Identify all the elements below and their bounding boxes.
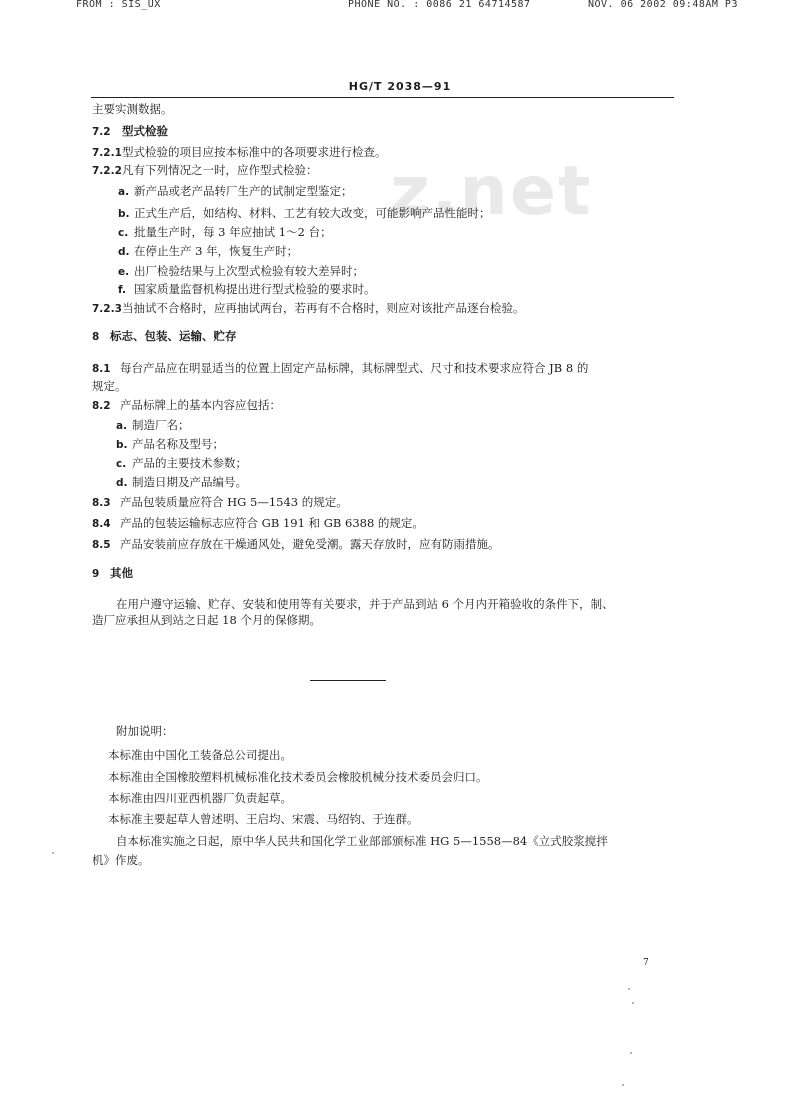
- clause: 8.3 产品包装质量应符合 HG 5—1543 的规定。: [92, 495, 348, 509]
- scan-speck: [622, 1084, 624, 1086]
- fax-phone: PHONE NO. : 0086 21 64714587: [348, 0, 531, 10]
- clause: 8.4 产品的包装运输标志应符合 GB 191 和 GB 6388 的规定。: [92, 516, 424, 530]
- clause: 7.2.1型式检验的项目应按本标准中的各项要求进行检查。: [92, 145, 387, 159]
- list-item: a. 制造厂名；: [116, 418, 190, 432]
- list-item: d. 在停止生产 3 年，恢复生产时；: [118, 244, 299, 258]
- clause: 8.5 产品安装前应存放在干燥通风处，避免受潮。露天存放时，应有防雨措施。: [92, 537, 500, 551]
- fax-from: FROM : SIS_UX: [76, 0, 161, 10]
- list-item: a. 新产品或老产品转厂生产的试制定型鉴定；: [118, 184, 353, 198]
- fax-header: [0, 0, 800, 12]
- section-heading: 8 标志、包装、运输、贮存: [92, 329, 237, 343]
- section-heading: 9 其他: [92, 566, 133, 580]
- body-line: 规定。: [92, 379, 127, 393]
- list-item: f. 国家质量监督机构提出进行型式检验的要求时。: [118, 282, 376, 296]
- body-line: 在用户遵守运输、贮存、安装和使用等有关要求，并于产品到站 6 个月内开箱验收的条件下，制、: [116, 597, 614, 611]
- clause: 8.1 每台产品应在明显适当的位置上固定产品标牌，其标牌型式、尺寸和技术要求应符合 JB 8 的: [92, 361, 589, 375]
- body-line: 主要实测数据。: [92, 102, 173, 116]
- list-item: b. 正式生产后，如结构、材料、工艺有较大改变，可能影响产品性能时；: [118, 206, 491, 220]
- header-rule: [91, 97, 674, 98]
- page-number: 7: [643, 958, 649, 968]
- clause: 7.2.3当抽试不合格时，应再抽试两台，若再有不合格时，则应对该批产品逐台检验。: [92, 301, 525, 315]
- clause-heading: 7.2 型式检验: [92, 124, 168, 138]
- scan-speck: [628, 988, 630, 990]
- doc-header: HG/T 2038—91: [348, 80, 452, 93]
- scan-speck: [52, 852, 54, 854]
- scan-speck: [632, 1002, 634, 1004]
- end-rule: [310, 680, 386, 681]
- note-line: 本标准主要起草人曾述明、王启均、宋震、马绍钧、于连群。: [108, 812, 419, 826]
- body-line: 造厂应承担从到站之日起 18 个月的保修期。: [92, 613, 321, 627]
- fax-datetime: NOV. 06 2002 09:48AM P3: [588, 0, 738, 10]
- scan-speck: [630, 1052, 632, 1054]
- list-item: c. 批量生产时，每 3 年应抽试 1～2 台；: [118, 225, 332, 239]
- watermark: z.net: [390, 152, 593, 231]
- note-line: 自本标准实施之日起，原中华人民共和国化学工业部部颁标准 HG 5—1558—84《立式胶浆搅拌: [116, 834, 608, 848]
- list-item: c. 产品的主要技术参数；: [116, 456, 247, 470]
- note-line: 本标准由全国橡胶塑料机械标准化技术委员会橡胶机械分技术委员会归口。: [108, 770, 488, 784]
- list-item: b. 产品名称及型号；: [116, 437, 224, 451]
- list-item: d. 制造日期及产品编号。: [116, 475, 247, 489]
- clause: 8.2 产品标牌上的基本内容应包括：: [92, 398, 281, 412]
- note-line: 本标准由四川亚西机器厂负责起草。: [108, 791, 292, 805]
- note-line: 本标准由中国化工装备总公司提出。: [108, 748, 292, 762]
- notes-title: 附加说明：: [116, 724, 174, 738]
- clause: 7.2.2凡有下列情况之一时，应作型式检验：: [92, 163, 318, 177]
- note-line: 机》作废。: [92, 853, 150, 867]
- list-item: e. 出厂检验结果与上次型式检验有较大差异时；: [118, 264, 364, 278]
